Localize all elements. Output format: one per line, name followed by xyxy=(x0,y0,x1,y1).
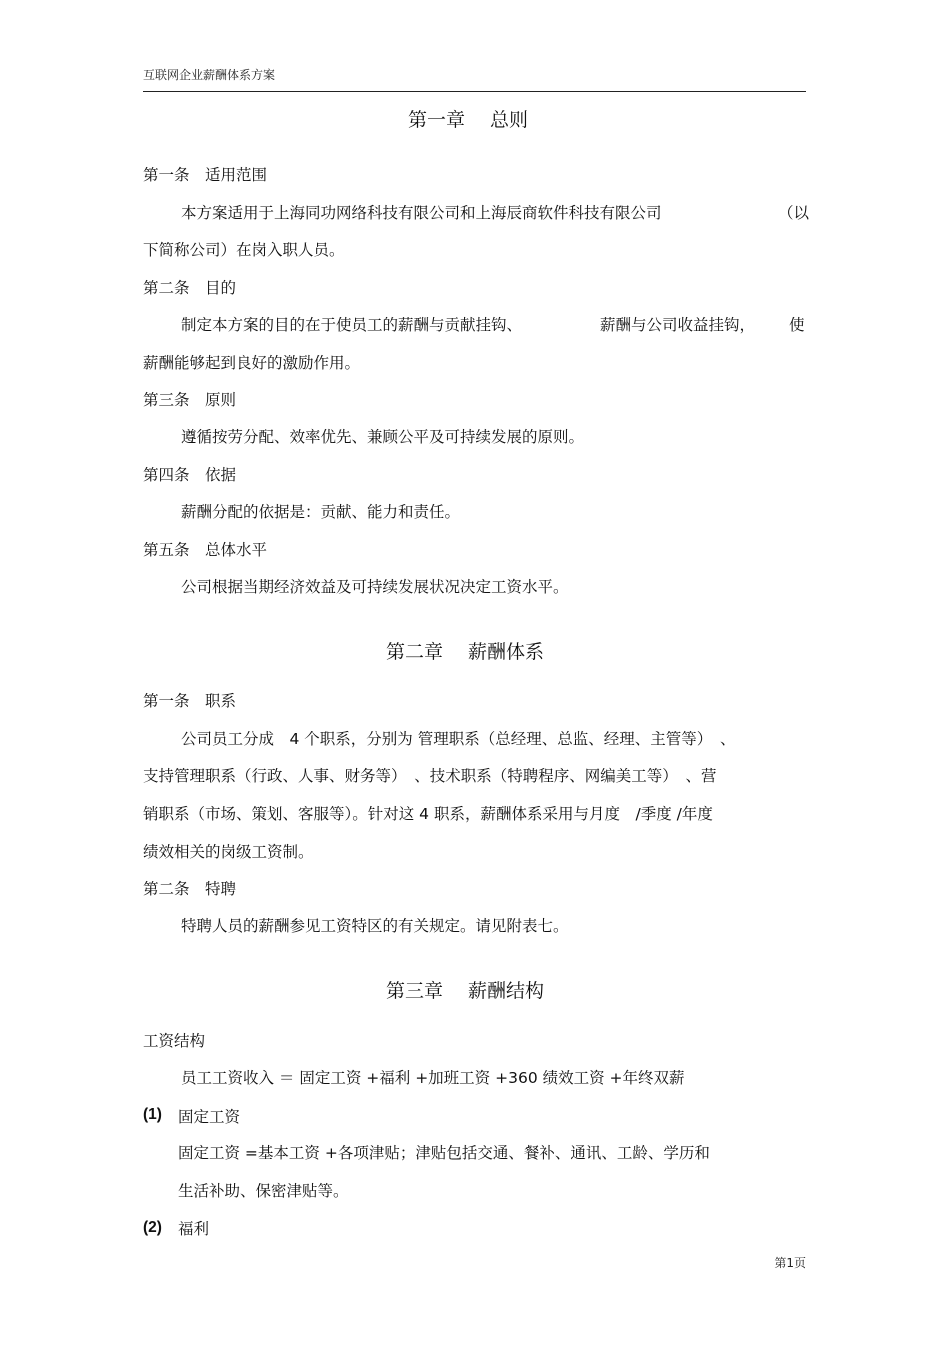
ch2-article-1-label: 第一条 职系 xyxy=(143,692,237,710)
chapter-3-title: 第三章 薪酬结构 xyxy=(386,980,545,1002)
item-1-desc-1: 固定工资 =基本工资 +各项津贴；津贴包括交通、餐补、通讯、工龄、学历和 xyxy=(178,1144,710,1162)
ch2-article-2-label: 第二条 特聘 xyxy=(143,880,237,898)
ch1-article-4-text: 薪酬分配的依据是：贡献、能力和责任。 xyxy=(181,503,461,521)
ch2-article-1-line-1: 公司员工分成 4 个职系，分别为 管理职系（总经理、总监、经理、主管等） 、 xyxy=(181,730,736,748)
salary-formula: 员工工资收入 ＝ 固定工资 +福利 +加班工资 +360 绩效工资 +年终双薪 xyxy=(181,1069,685,1087)
page-number: 第1页 xyxy=(774,1256,806,1270)
running-header: 互联网企业薪酬体系方案 xyxy=(143,68,276,82)
ch1-article-1-text-2: 下简称公司）在岗入职人员。 xyxy=(143,241,345,259)
ch2-article-1-line-4: 绩效相关的岗级工资制。 xyxy=(143,843,314,861)
chapter-2-title: 第二章 薪酬体系 xyxy=(386,641,545,663)
ch1-article-2-text-a: 制定本方案的目的在于使员工的薪酬与贡献挂钩、 xyxy=(181,316,523,334)
ch1-article-2-text-c: 使 xyxy=(789,316,805,334)
header-rule xyxy=(143,91,806,92)
ch1-article-5-label: 第五条 总体水平 xyxy=(143,541,268,559)
chapter-1-title: 第一章 总则 xyxy=(408,109,529,131)
ch1-article-2-text-2: 薪酬能够起到良好的激励作用。 xyxy=(143,354,361,372)
item-1-desc-2: 生活补助、保密津贴等。 xyxy=(178,1182,349,1200)
ch1-article-4-label: 第四条 依据 xyxy=(143,466,237,484)
ch1-article-1-label: 第一条 适用范围 xyxy=(143,166,268,184)
ch1-article-1-text-b: （以 xyxy=(778,204,810,222)
item-2-number: (2) xyxy=(143,1219,162,1236)
item-1-label: 固定工资 xyxy=(178,1108,241,1126)
ch3-section-label: 工资结构 xyxy=(143,1032,206,1050)
ch1-article-3-text: 遵循按劳分配、效率优先、兼顾公平及可持续发展的原则。 xyxy=(181,428,585,446)
ch1-article-2-text-b: 薪酬与公司收益挂钩， xyxy=(600,316,756,334)
ch1-article-2-label: 第二条 目的 xyxy=(143,279,237,297)
ch1-article-3-label: 第三条 原则 xyxy=(143,391,237,409)
ch1-article-1-text-a: 本方案适用于上海同功网络科技有限公司和上海辰商软件科技有限公司 xyxy=(181,204,662,222)
ch2-article-1-line-2: 支持管理职系（行政、人事、财务等） 、技术职系（特聘程序、网编美工等） 、营 xyxy=(143,767,717,785)
ch2-article-1-line-3: 销职系（市场、策划、客服等）。针对这 4 职系，薪酬体系采用与月度 /季度 /年度 xyxy=(143,805,713,823)
item-2-label: 福利 xyxy=(178,1220,210,1238)
ch1-article-5-text: 公司根据当期经济效益及可持续发展状况决定工资水平。 xyxy=(181,578,569,596)
ch2-article-2-text: 特聘人员的薪酬参见工资特区的有关规定。请见附表七。 xyxy=(181,917,569,935)
item-1-number: (1) xyxy=(143,1106,162,1123)
